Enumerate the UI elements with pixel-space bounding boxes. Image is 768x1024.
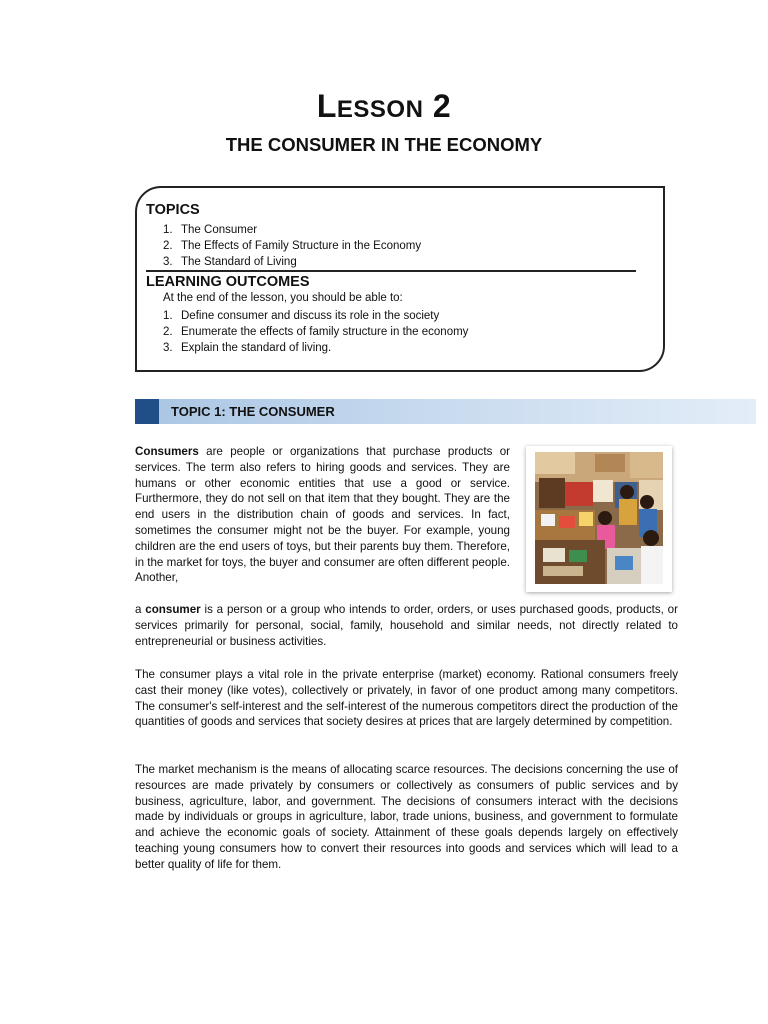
list-text: Explain the standard of living. <box>181 342 332 354</box>
lesson-title-initial: L <box>316 88 337 124</box>
list-text: The Effects of Family Structure in the Economy <box>181 240 422 252</box>
topics-list <box>163 222 421 270</box>
term-consumer: consumer <box>145 603 201 616</box>
paragraph-text: is a person or a group who intends to order, orders, or uses purchased goods, products, or services primarily for personal, social, family, household and similar needs, not directly related to entrepreneurial or business activities. <box>135 603 678 648</box>
paragraph-text: are people or organizations that purchase products or services. The term also refers to hiring goods and services. They are humans or other economic entities that use a good or service. Furthermore, they do not sell on that item that they bought. They are the end users in the distribution chain of goods and services. In fact, sometimes the consumer might not be the buyer. For example, young children are the end users of toys, but their parents buy them. Therefore, in the market for toys, the buyer and consumer are often different people. Another, <box>135 445 510 585</box>
list-text: Define consumer and discuss its role in the society <box>181 310 440 322</box>
outcomes-intro: At the end of the lesson, you should be able to: <box>163 292 403 304</box>
list-number: 2. <box>163 240 173 252</box>
list-number: 2. <box>163 326 173 338</box>
topic-bar-accent <box>135 399 159 424</box>
topics-box <box>135 186 665 372</box>
paragraph-lead: a <box>135 603 146 616</box>
list-item <box>163 308 468 324</box>
list-number: 3. <box>163 256 173 268</box>
outcomes-heading: LEARNING OUTCOMES <box>146 274 310 290</box>
market-photo <box>535 452 663 584</box>
lesson-title-rest: ESSON <box>336 96 424 123</box>
term-consumers: Consumers <box>135 445 199 458</box>
lesson-number: 2 <box>432 88 452 124</box>
list-number: 1. <box>163 310 173 322</box>
topics-heading: TOPICS <box>146 202 200 218</box>
list-item <box>163 324 468 340</box>
list-text: The Standard of Living <box>181 256 297 268</box>
list-item <box>163 238 421 254</box>
list-text: Enumerate the effects of family structure in the economy <box>181 326 469 338</box>
outcomes-list <box>163 308 468 356</box>
list-item <box>163 254 421 270</box>
paragraph-consumer-role: The consumer plays a vital role in the private enterprise (market) economy. Rational consumers freely cast their money (like votes), collectively or privately, in favor of one product among many competitors. The consumer's self-interest and the self-interest of the numerous competitors direct the production of the quantities of goods and services that society desires at prices that are largely determined by competition. <box>135 668 678 729</box>
market-photo-frame <box>526 446 672 592</box>
list-text: The Consumer <box>181 224 258 236</box>
list-item <box>163 222 421 238</box>
topic-heading: TOPIC 1: THE CONSUMER <box>171 404 335 419</box>
paragraph-consumer-definition <box>135 602 678 649</box>
lesson-subtitle: THE CONSUMER IN THE ECONOMY <box>225 134 543 155</box>
topic-header-bar <box>135 399 756 424</box>
list-item <box>163 340 468 356</box>
box-divider <box>146 270 636 272</box>
lesson-title <box>0 88 768 125</box>
paragraph-market-mechanism: The market mechanism is the means of allocating scarce resources. The decisions concerning the use of resources are made privately by consumers or collectively as consumers of public services and by business, agriculture, labor, and government. The decisions of consumers interact with the decisions made by individuals or groups in agriculture, labor, trade unions, business, and government to formulate and achieve the economic goals of society. Attainment of these goals depends largely on effectively teaching young consumers how to convert their resources into goods and services which will lead to a better quality of life for them. <box>135 763 678 871</box>
paragraph-consumers <box>135 444 510 586</box>
list-number: 1. <box>163 224 173 236</box>
list-number: 3. <box>163 342 173 354</box>
